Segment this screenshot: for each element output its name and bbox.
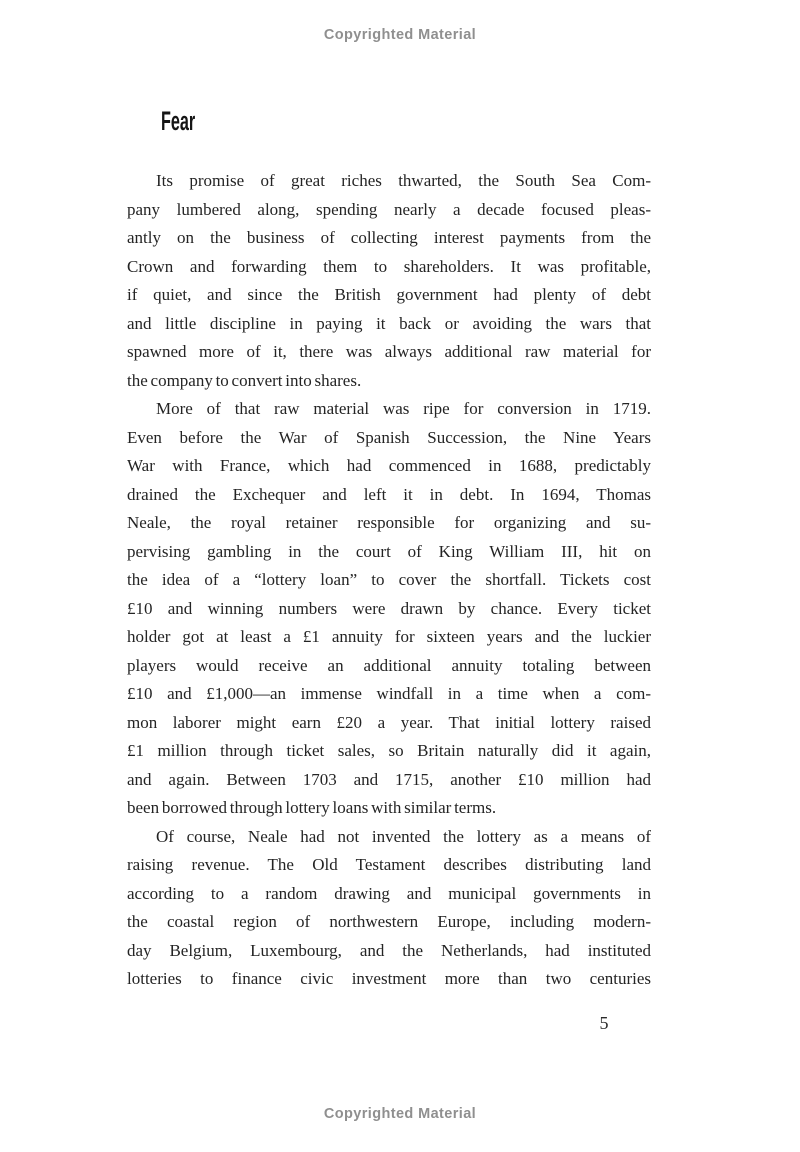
text-line: War with France, which had commenced in 1688, predictably xyxy=(127,456,651,475)
page-number: 5 xyxy=(599,1013,609,1033)
text-line: and again. Between 1703 and 1715, another £10 million had xyxy=(127,769,651,789)
text-line: been borrowed through lottery loans with similar terms. xyxy=(127,798,497,817)
text-line: Of course, Neale had not invented the lottery as a means of xyxy=(156,826,651,846)
copyright-watermark-bottom: Copyrighted Material xyxy=(323,1106,477,1122)
text-line: holder got at least a £1 annuity for sixteen years and the luckier xyxy=(127,627,651,646)
body-text xyxy=(127,167,651,994)
text-line: £10 and £1,000—an immense windfall in a time when a com- xyxy=(127,684,651,703)
text-line: £10 and winning numbers were drawn by chance. Every ticket xyxy=(127,598,651,618)
text-line: pervising gambling in the court of King William III, hit on xyxy=(127,541,651,561)
text-line: and little discipline in paying it back or avoiding the wars that xyxy=(127,313,651,333)
text-line: Its promise of great riches thwarted, the South Sea Com- xyxy=(156,171,651,190)
copyright-watermark-top: Copyrighted Material xyxy=(323,27,477,43)
chapter-title: Fear xyxy=(161,106,196,136)
text-line: the coastal region of northwestern Europe, including modern- xyxy=(127,912,651,931)
text-line: Neale, the royal retainer responsible for organizing and su- xyxy=(127,513,651,532)
text-line: the idea of a “lottery loan” to cover the shortfall. Tickets cost xyxy=(127,570,651,589)
text-line: antly on the business of collecting interest payments from the xyxy=(127,228,651,247)
text-line: mon laborer might earn £20 a year. That initial lottery raised xyxy=(127,712,651,732)
paragraph-2 xyxy=(127,395,651,823)
text-line: if quiet, and since the British government had plenty of debt xyxy=(127,285,651,304)
text-line: players would receive an additional annuity totaling between xyxy=(127,655,651,675)
text-line: Crown and forwarding them to shareholders. It was profitable, xyxy=(127,256,651,276)
text-line: Even before the War of Spanish Succession, the Nine Years xyxy=(127,427,651,447)
text-line: lotteries to finance civic investment more than two centuries xyxy=(127,969,651,988)
paragraph-3 xyxy=(127,823,651,994)
text-line: £1 million through ticket sales, so Britain naturally did it again, xyxy=(127,741,651,760)
text-line: raising revenue. The Old Testament describes distributing land xyxy=(127,855,651,874)
text-line: pany lumbered along, spending nearly a decade focused pleas- xyxy=(127,199,651,219)
text-line: drained the Exchequer and left it in debt. In 1694, Thomas xyxy=(127,484,651,504)
text-line: according to a random drawing and municipal governments in xyxy=(127,883,651,903)
text-line: More of that raw material was ripe for conversion in 1719. xyxy=(156,399,651,418)
text-line: spawned more of it, there was always additional raw material for xyxy=(127,342,651,361)
paragraph-1 xyxy=(127,167,651,395)
text-line: day Belgium, Luxembourg, and the Netherlands, had instituted xyxy=(127,940,651,960)
text-line: the company to convert into shares. xyxy=(127,370,362,390)
